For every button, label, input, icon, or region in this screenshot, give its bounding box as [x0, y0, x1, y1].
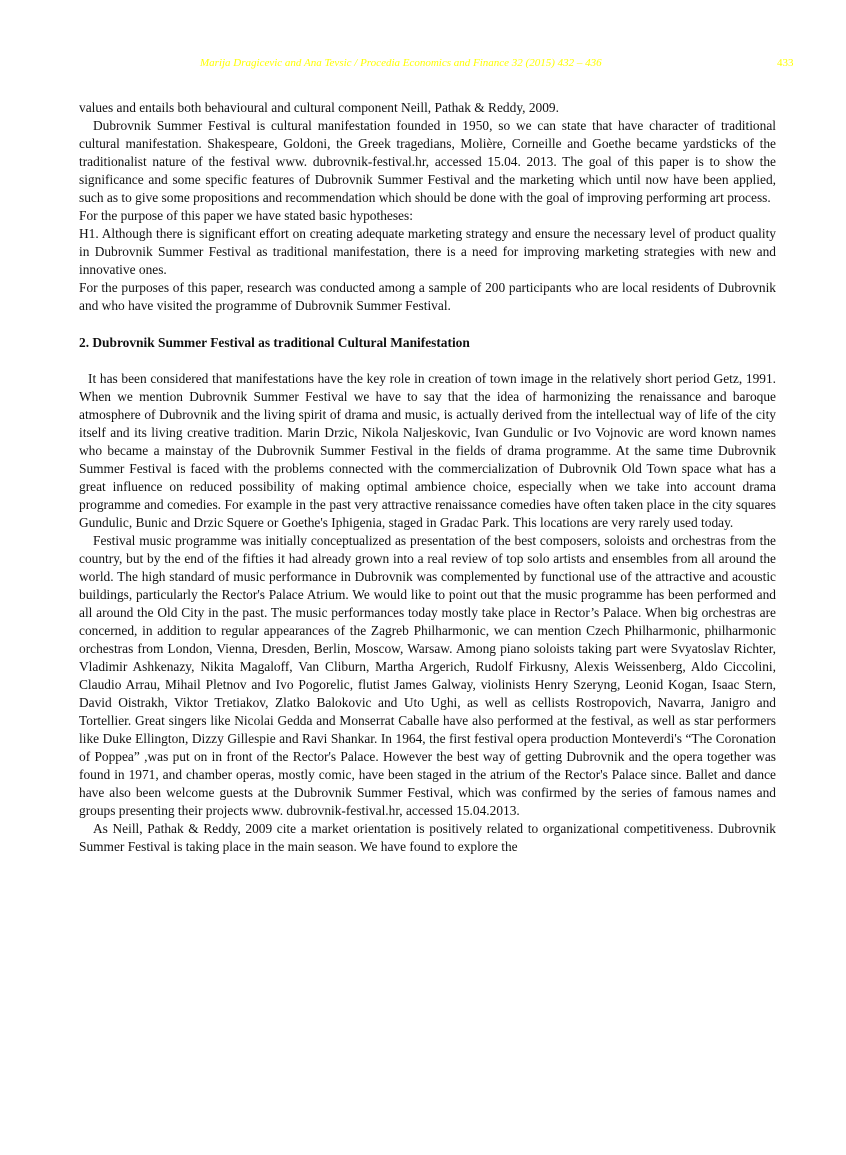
- paragraph-hypotheses-lead: For the purpose of this paper we have stated basic hypotheses:: [79, 208, 413, 223]
- section-heading: 2. Dubrovnik Summer Festival as traditional Cultural Manifestation: [79, 335, 470, 350]
- page-body: [79, 99, 776, 856]
- paragraph-intro-continuation: values and entails both behavioural and cultural component Neill, Pathak & Reddy, 2009.: [79, 100, 559, 115]
- paragraph-festival-intro: Dubrovnik Summer Festival is cultural manifestation founded in 1950, so we can state that have character of traditional cultural manifestation. Shakespeare, Goldoni, the Greek tragedians, Molière, Corneille and Goethe became yardsticks of the traditionalist nature of the festival www. dubrovnik-festival.hr, accessed 15.04. 2013. The goal of this paper is to show the significance and some specific features of Dubrovnik Summer Festival and the marketing which until now have been applied, such as to give some propositions and recommendation which should be done with the goal of improving performing art process.: [79, 118, 776, 205]
- paragraph-manifestations: It has been considered that manifestations have the key role in creation of town image in the relatively short period Getz, 1991. When we mention Dubrovnik Summer Festival we have to say that the idea of harmonizing the renaissance and baroque atmosphere of Dubrovnik and the living spirit of drama and music, is actually derived from the intellectual way of life of the city itself and its living creative tradition. Marin Drzic, Nikola Naljeskovic, Ivan Gundulic or Ivo Vojnovic are word known names who became a mainstay of the Dubrovnik Summer Festival in the fields of drama programme. At the same time Dubrovnik Summer Festival is faced with the problems connected with the commercialization of Dubrovnik Old Town space what has a great influence on reduced possibility of making optimal ambience choice, especially when we take into account drama programme and comedies. For example in the past very attractive renaissance comedies have often taken place in the city squares Gundulic, Bunic and Drzic Squere or Goethe's Iphigenia, staged in Gradac Park. This locations are very rarely used today.: [79, 371, 776, 530]
- paragraph-hypothesis-h1: H1. Although there is significant effort on creating adequate marketing strategy and ensure the necessary level of product quality in Dubrovnik Summer Festival as traditional manifestation, there is a need for improving marketing strategies with new and innovative ones.: [79, 226, 776, 277]
- paragraph-sample: For the purposes of this paper, research was conducted among a sample of 200 participants who are local residents of Dubrovnik and who have visited the programme of Dubrovnik Summer Festival.: [79, 280, 776, 313]
- running-head-citation: Marija Dragicevic and Ana Tevsic / Procedia Economics and Finance 32 (2015) 432 – 436: [200, 57, 602, 69]
- running-head: [0, 57, 846, 73]
- page-number: 433: [777, 57, 794, 69]
- paragraph-music-programme: Festival music programme was initially conceptualized as presentation of the best composers, soloists and orchestras from the country, but by the end of the fifties it had already grown into a real review of top solo artists and ensembles from all around the world. The high standard of music performance in Dubrovnik was complemented by functional use of the attractive and acoustic buildings, particularly the Rector's Palace Atrium. We would like to point out that the music programme has been performed and all around the Old City in the past. The music performances today mostly take place in Rector’s Palace. When big orchestras are concerned, in addition to regular appearances of the Zagreb Philharmonic, we can mention Czech Philharmonic, philharmonic orchestras from London, Vienna, Dresden, Berlin, Moscow, Warsaw. Among piano soloists taking part were Svyatoslav Richter, Vladimir Ashkenazy, Nikita Magaloff, Van Cliburn, Martha Argerich, Rudolf Firkusny, Alexis Weissenberg, Aldo Ciccolini, Claudio Arrau, Mihail Pletnov and Ivo Pogorelic, flutist James Galway, violinists Henry Szeryng, Leonid Kogan, Isaac Stern, David Oistrakh, Viktor Tretiakov, Zlatko Balokovic and Uto Ughi, as well as cellists Rostropovich, Navarra, Janigro and Tortellier. Great singers like Nicolai Gedda and Monserrat Caballe have also performed at the festival, as well as star performers like Duke Ellington, Dizzy Gillespie and Ravi Shankar. In 1964, the first festival opera production Monteverdi's “The Coronation of Poppea” ,was put on in front of the Rector's Palace. However the best way of getting Dubrovnik and the opera together was found in 1971, and chamber operas, mostly comic, have been staged in the atrium of the Rector's Palace since. Ballet and dance have also been welcome guests at the Dubrovnik Summer Festival, which was confirmed by the series of famous names and groups presenting their projects www. dubrovnik-festival.hr, accessed 15.04.2013.: [79, 533, 776, 818]
- paragraph-market-orientation: As Neill, Pathak & Reddy, 2009 cite a market orientation is positively related to organizational competitiveness. Dubrovnik Summer Festival is taking place in the main season. We have found to explore the: [79, 821, 776, 854]
